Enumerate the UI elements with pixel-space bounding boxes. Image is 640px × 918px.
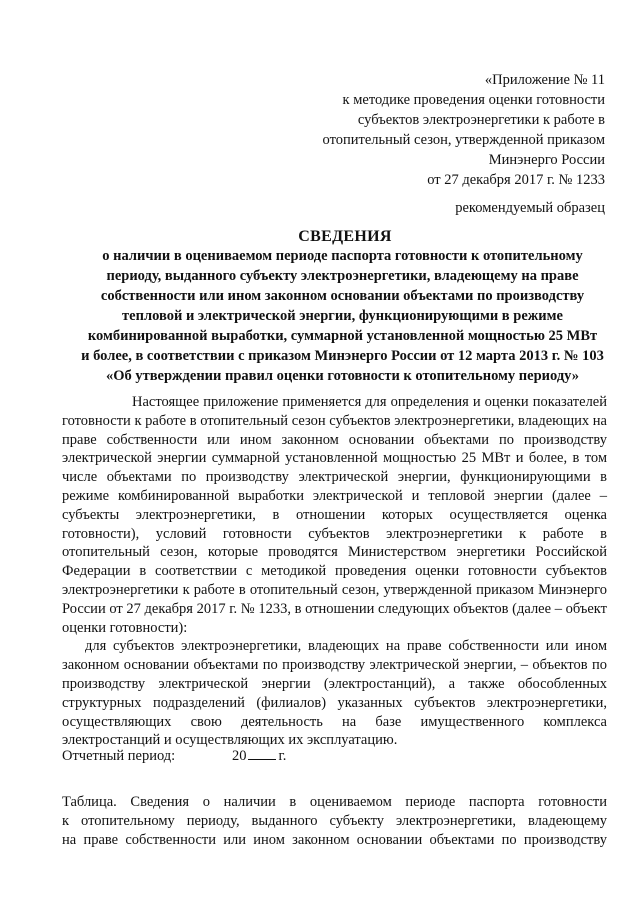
appendix-header-line: Минэнерго России: [488, 152, 605, 168]
table-caption-line: Таблица. Сведения о наличии в оцениваемом периоде паспорта готовности: [62, 794, 607, 810]
document-title: СВЕДЕНИЯ: [298, 228, 392, 245]
appendix-header-line: к методике проведения оценки готовности: [342, 92, 605, 108]
subtitle-line: периоду, выданного субъекту электроэнергетики, владеющему на праве: [106, 268, 579, 284]
subtitle-line: и более, в соответствии с приказом Минэнерго России от 12 марта 2013 г. № 103: [81, 348, 604, 364]
subtitle-line: тепловой и электрической энергии, функционирующими в режиме: [122, 308, 563, 324]
subtitle-line: собственности или ином законном основании объектами по производству: [100, 288, 585, 304]
reporting-period: [62, 746, 287, 766]
subtitle-line: «Об утверждении правил оценки готовности к отопительному периоду»: [105, 368, 580, 384]
table-caption-line: на праве собственности или ином законном основании объектами по производству: [62, 832, 607, 848]
appendix-header: [305, 70, 605, 190]
body-text: [62, 393, 607, 750]
subtitle-line: о наличии в оцениваемом периоде паспорта готовности к отопительному: [102, 248, 583, 264]
sample-note: рекомендуемый образец: [455, 200, 605, 216]
table-caption: [62, 793, 607, 850]
appendix-header-line: субъектов электроэнергетики к работе в: [357, 112, 605, 128]
reporting-period-label: Отчетный период:: [62, 748, 176, 764]
reporting-period-year: [232, 746, 286, 766]
appendix-header-line: от 27 декабря 2017 г. № 1233: [427, 172, 605, 188]
year-prefix: 20: [232, 748, 247, 764]
document-subtitle: [60, 246, 625, 386]
body-paragraph: для субъектов электроэнергетики, владеющих на праве собственности или ином законном основании объектами по производству электрической энергии, – объектов по производству электрической энергии (электростанций), а также обособленных структурных подразделений (филиалов) указанных субъектов электроэнергетики, осуществляющих свою деятельность на базе имущественного комплекса электростанций и осуществляющих их эксплуатацию.: [62, 638, 607, 749]
year-suffix: г.: [278, 748, 287, 764]
table-caption-line: к отопительному периоду, выданного субъекту электроэнергетики, владеющему: [62, 813, 607, 829]
year-blank-field: [248, 746, 276, 760]
body-paragraph: Настоящее приложение применяется для определения и оценки показателей готовности к работе в отопительный сезон субъектов электроэнергетики, владеющих на праве собственности или ином законном основании объектами по производству электрической энергии суммарной установленной мощностью 25 МВт и более, в том числе объектами по производству электрической энергии, функционирующими в режиме комбинированной выработки электрической и тепловой энергии (далее – субъекты электроэнергетики, в отношении которых осуществляется оценка готовности), условий готовности субъектов электроэнергетики к работе в отопительный сезон, которые проводятся Министерством энергетики Российской Федерации в соответствии с методикой проведения оценки готовности субъектов электроэнергетики к работе в отопительный сезон, утвержденной приказом Минэнерго России от 27 декабря 2017 г. № 1233, в отношении следующих объектов (далее – объект оценки готовности):: [62, 394, 607, 636]
appendix-header-line: «Приложение № 11: [484, 72, 605, 88]
appendix-header-line: отопительный сезон, утвержденной приказом: [322, 132, 605, 148]
subtitle-line: комбинированной выработки, суммарной установленной мощностью 25 МВт: [87, 328, 598, 344]
